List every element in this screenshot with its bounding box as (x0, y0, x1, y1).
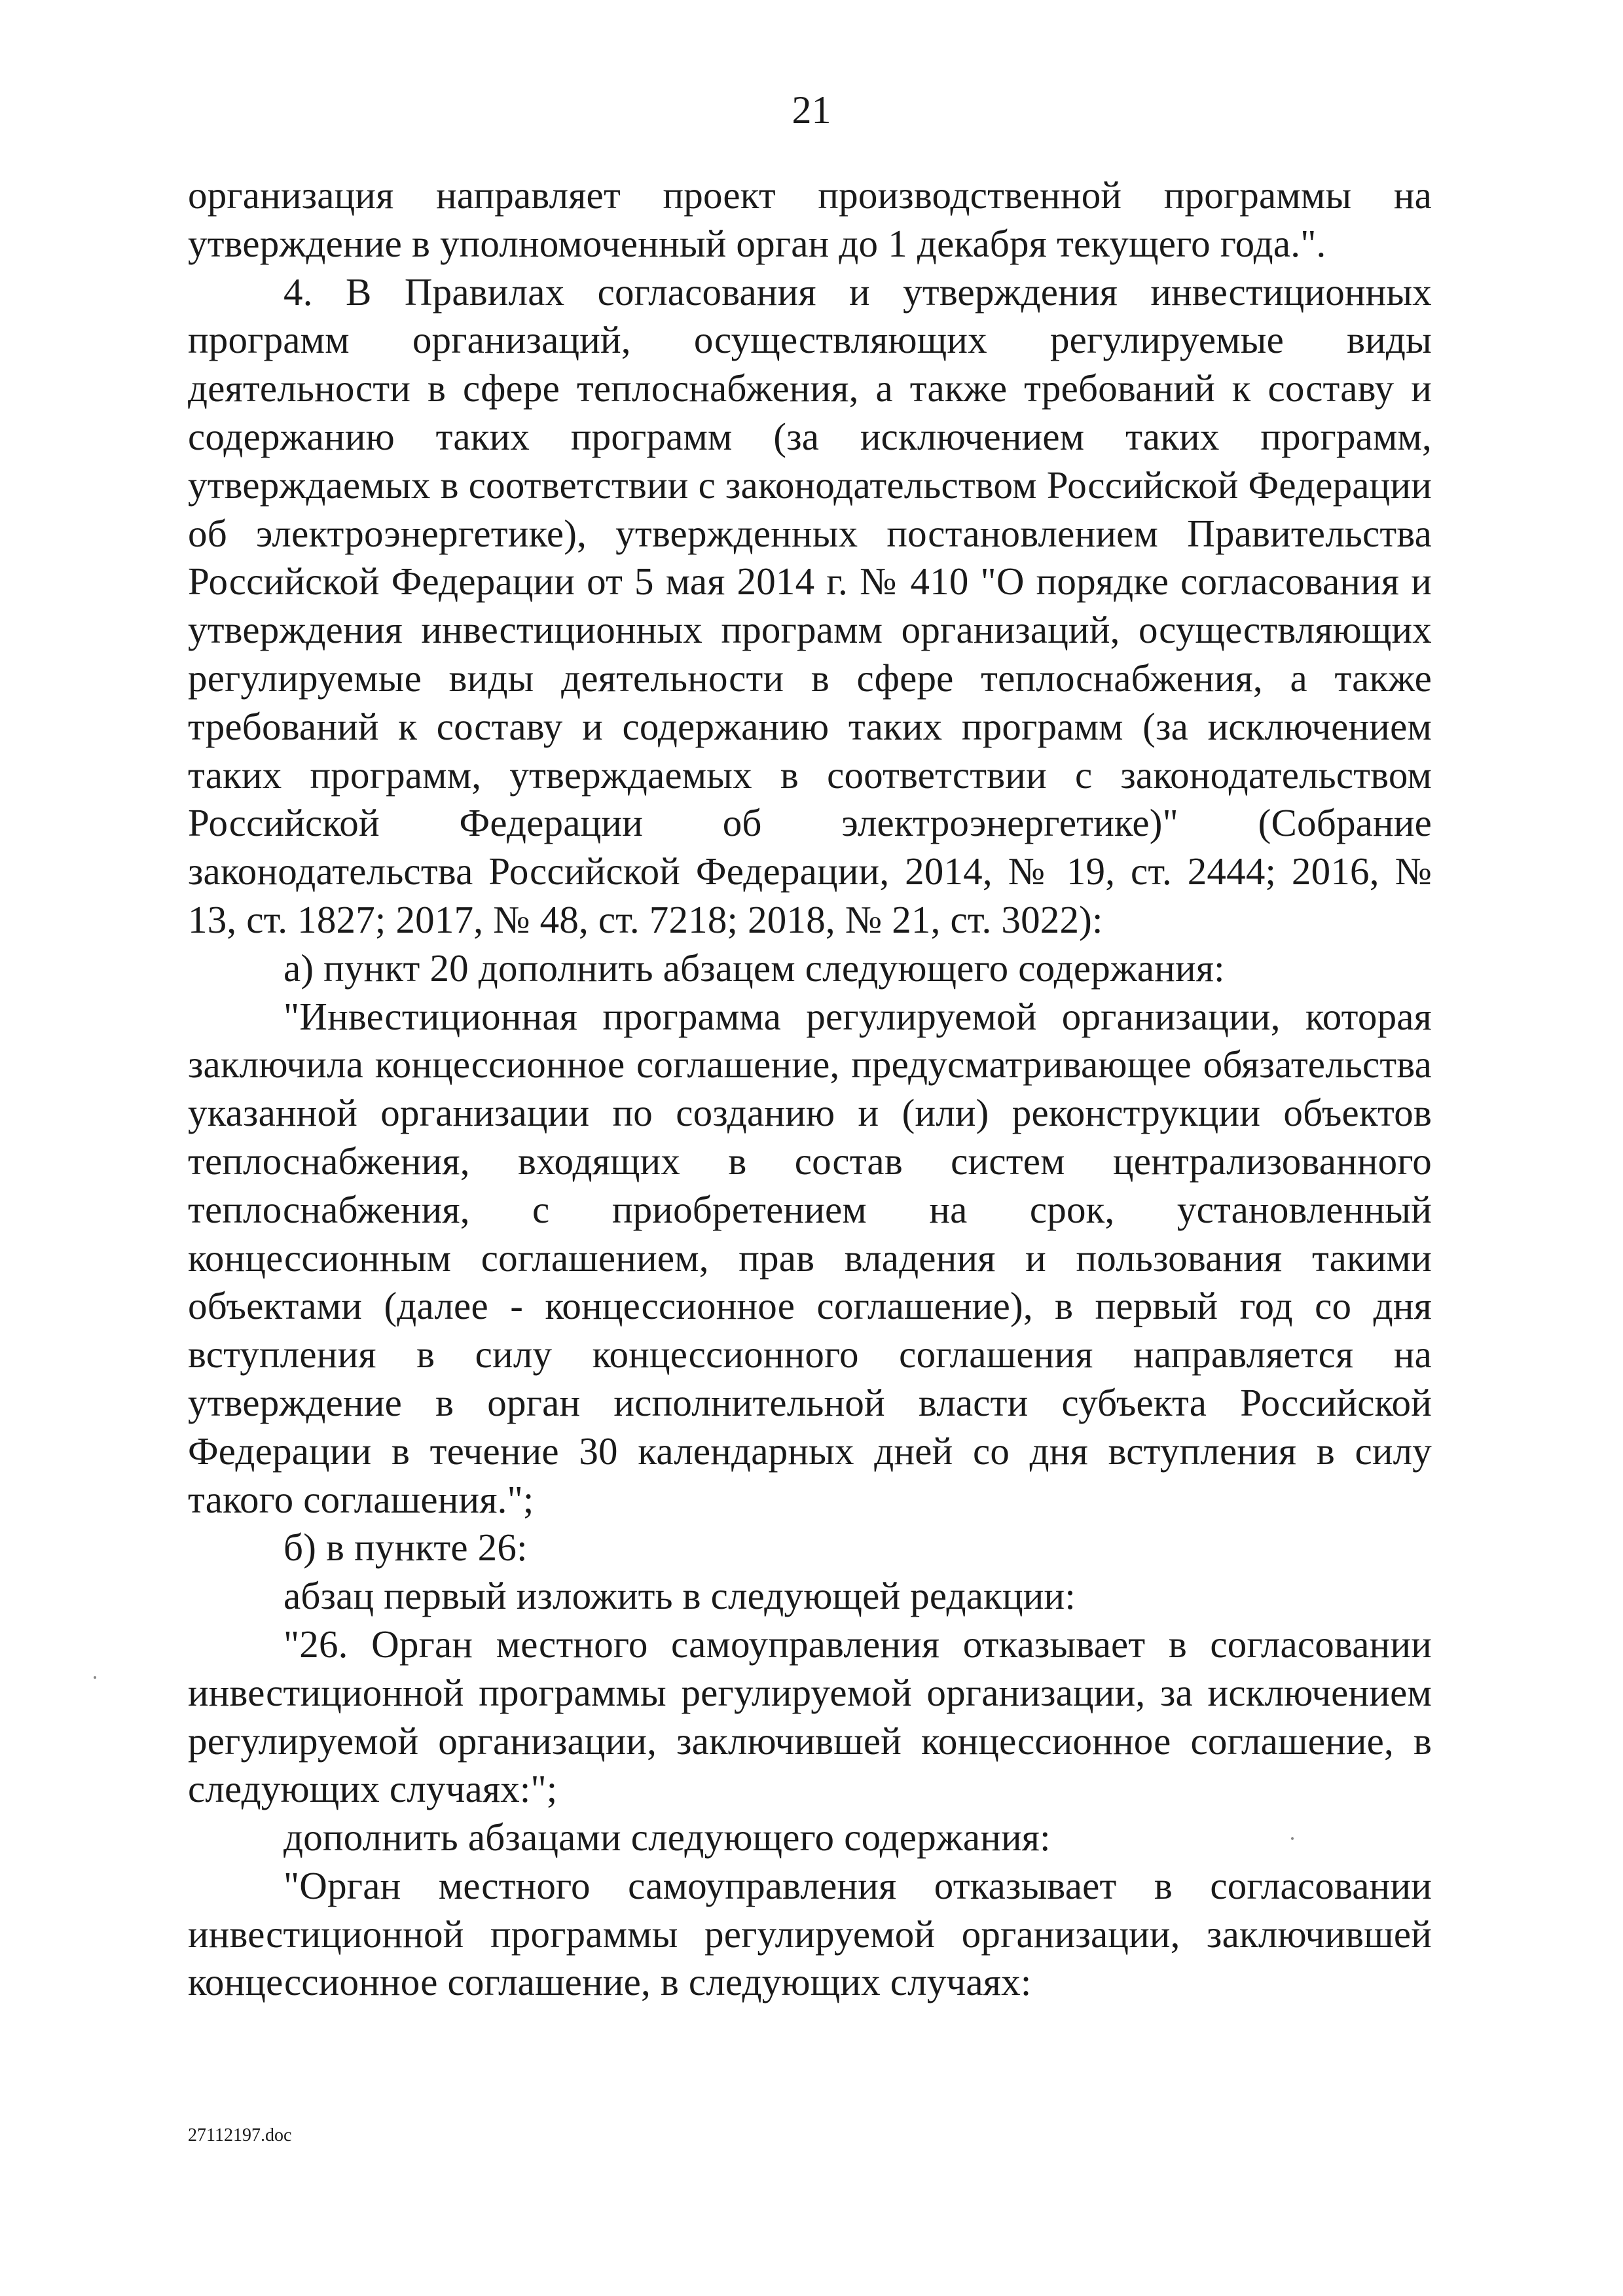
footer-filename: 27112197.doc (188, 2125, 292, 2145)
paragraph: "Орган местного самоуправления отказывает в согласовании инвестиционной программы регулируемой организации, заключившей концессионное соглашение, в следующих случаях: (188, 1863, 1432, 2004)
paragraph: абзац первый изложить в следующей редакции: (283, 1574, 1076, 1618)
paragraph: а) пункт 20 дополнить абзацем следующего содержания: (283, 946, 1225, 990)
paragraph: дополнить абзацами следующего содержания: (283, 1816, 1051, 1859)
paragraph: "Инвестиционная программа регулируемой организации, которая заключила концессионное соглашение, предусматривающее обязательства указанной организации по созданию и (или) реконструкции объектов теплоснабжения, входящих в состав систем централизованного теплоснабжения, с приобретением на срок, установленный концессионным соглашением, прав владения и пользования такими объектами (далее - концессионное соглашение), в первый год со дня вступления в силу концессионного соглашения направляется на утверждение в орган исполнительной власти субъекта Российской Федерации в течение 30 календарных дней со дня вступления в силу такого соглашения."; (188, 994, 1432, 1521)
paragraph: "26. Орган местного самоуправления отказывает в согласовании инвестиционной программы регулируемой организации, за исключением регулируемой организации, заключившей концессионное соглашение, в следующих случаях:"; (188, 1622, 1432, 1811)
scan-speck (1291, 1837, 1294, 1840)
paragraph: б) в пункте 26: (283, 1526, 528, 1570)
document-body (188, 171, 1432, 2007)
paragraph: 4. В Правилах согласования и утверждения инвестиционных программ организаций, осуществляющих регулируемые виды деятельности в сфере теплоснабжения, а также требований к составу и содержанию таких программ (за исключением таких программ, утверждаемых в соответствии с законодательством Российской Федерации об электроэнергетике), утвержденных постановлением Правительства Российской Федерации от 5 мая 2014 г. № 410 "О порядке согласования и утверждения инвестиционных программ организаций, осуществляющих регулируемые виды деятельности в сфере теплоснабжения, а также требований к составу и содержанию таких программ (за исключением таких программ, утверждаемых в соответствии с законодательством Российской Федерации об электроэнергетике)" (Собрание законодательства Российской Федерации, 2014, № 19, ст. 2444; 2016, № 13, ст. 1827; 2017, № 48, ст. 7218; 2018, № 21, ст. 3022): (188, 270, 1432, 941)
scan-speck (94, 1676, 96, 1679)
page-number: 21 (792, 88, 831, 132)
paragraph: организация направляет проект производственной программы на утверждение в уполномоченный орган до 1 декабря текущего года.". (188, 173, 1432, 265)
